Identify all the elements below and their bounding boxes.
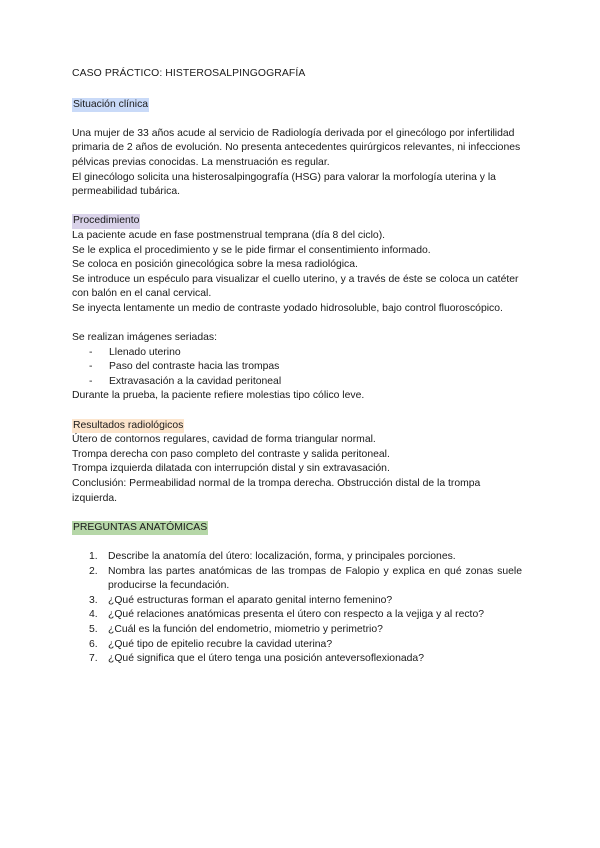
procedimiento-line: Se le explica el procedimiento y se le pide firmar el consentimiento informado.	[72, 244, 431, 256]
question-text: Describe la anatomía del útero: localización, forma, y principales porciones.	[108, 551, 456, 562]
document-body	[72, 67, 522, 667]
series-list	[72, 346, 522, 390]
question-number: 3.	[89, 594, 98, 606]
question-number: 7.	[89, 653, 98, 665]
procedimiento-heading-text: Procedimiento	[72, 214, 140, 229]
question-item	[72, 623, 522, 638]
question-item	[72, 638, 522, 653]
preguntas-heading-text: PREGUNTAS ANATÓMICAS	[72, 521, 208, 536]
question-item	[72, 608, 522, 623]
resultados-conclusion: Conclusión: Permeabilidad normal de la trompa derecha. Obstrucción distal de la trompa izquierda.	[72, 478, 481, 504]
procedimiento-line: Se coloca en posición ginecológica sobre la mesa radiológica.	[72, 259, 358, 271]
procedimiento-line: Se inyecta lentamente un medio de contraste yodado hidrosoluble, bajo control fluoroscópico.	[72, 302, 503, 314]
question-text: ¿Cuál es la función del endometrio, miometrio y perimetrio?	[108, 623, 383, 635]
situacion-paragraph-1: Una mujer de 33 años acude al servicio de Radiología derivada por el ginecólogo por infertilidad primaria de 2 años de evolución. No presenta antecedentes quirúrgicos relevantes, ni infecciones pélvicas previas conocidas. La menstruación es regular.	[72, 127, 521, 168]
section-heading-procedimiento	[72, 214, 522, 229]
section-heading-resultados	[72, 419, 522, 434]
question-text: ¿Qué significa que el útero tenga una posición anteversoflexionada?	[108, 653, 424, 665]
question-number: 1.	[89, 551, 98, 562]
procedimiento-line: La paciente acude en fase postmenstrual temprana (día 8 del ciclo).	[72, 229, 386, 241]
question-item	[72, 550, 522, 565]
situacion-paragraph-2: El ginecólogo solicita una histerosalpingografía (HSG) para valorar la morfología uterina y la permeabilidad tubárica.	[72, 171, 496, 198]
question-number: 6.	[89, 638, 98, 650]
question-text: ¿Qué relaciones anatómicas presenta el útero con respecto a la vejiga y al recto?	[108, 609, 485, 621]
resultados-heading-text: Resultados radiológicos	[72, 419, 184, 434]
series-item: - Llenado uterino	[72, 346, 522, 361]
series-item: - Extravasación a la cavidad peritoneal	[72, 375, 522, 390]
question-item	[72, 594, 522, 609]
resultados-line: Trompa izquierda dilatada con interrupción distal y sin extravasación.	[72, 463, 390, 475]
procedimiento-closing: Durante la prueba, la paciente refiere molestias tipo cólico leve.	[72, 390, 365, 402]
section-heading-situacion	[72, 98, 522, 113]
question-text: ¿Qué tipo de epitelio recubre la cavidad uterina?	[108, 638, 333, 650]
procedimiento-line: Se introduce un espéculo para visualizar el cuello uterino, y a través de éste se coloca un catéter con balón en el canal cervical.	[72, 273, 519, 300]
document-title: CASO PRÁCTICO: HISTEROSALPINGOGRAFÍA	[72, 68, 306, 79]
question-number: 4.	[89, 609, 98, 621]
situacion-heading-text: Situación clínica	[72, 98, 149, 113]
question-item	[72, 652, 522, 667]
question-number: 5.	[89, 623, 98, 635]
resultados-line: Trompa derecha con paso completo del contraste y salida peritoneal.	[72, 448, 390, 460]
question-item	[72, 565, 522, 594]
question-text: Nombra las partes anatómicas de las trompas de Falopio y explica en qué zonas suele producirse la fecundación.	[108, 565, 522, 592]
series-intro: Se realizan imágenes seriadas:	[72, 332, 217, 344]
questions-list	[72, 550, 522, 667]
series-item: - Paso del contraste hacia las trompas	[72, 360, 522, 375]
question-text: ¿Qué estructuras forman el aparato genital interno femenino?	[108, 594, 393, 606]
question-number: 2.	[89, 565, 98, 577]
section-heading-preguntas	[72, 521, 522, 536]
resultados-line: Útero de contornos regulares, cavidad de forma triangular normal.	[72, 434, 376, 446]
